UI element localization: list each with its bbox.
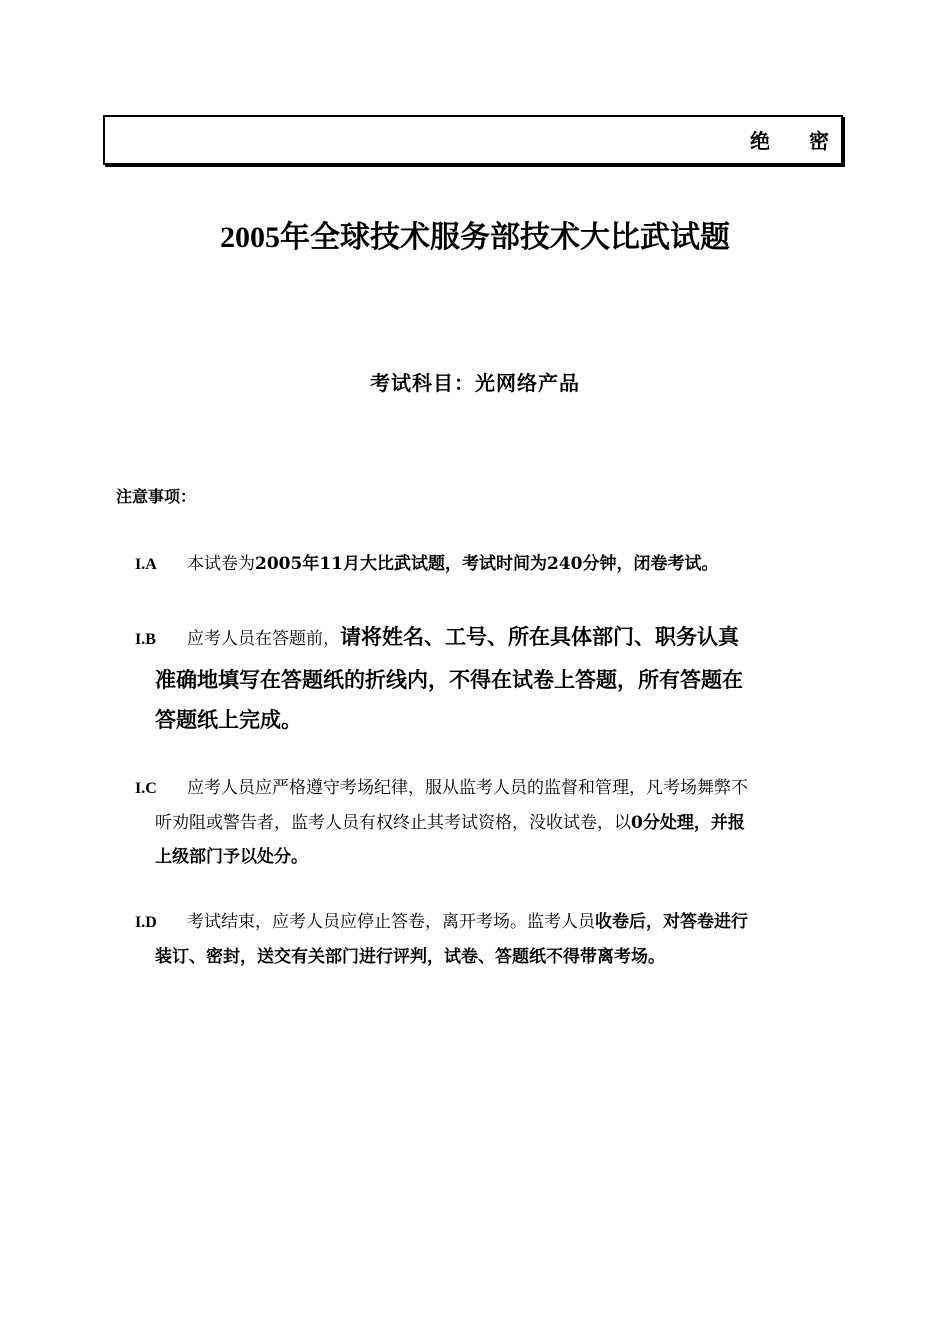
notice-heading: 注意事项： (116, 487, 197, 506)
item-text-line: 应考人员应严格遵守考场纪律，服从监考人员的监督和管理，凡考场舞弊不 (187, 778, 748, 798)
classification-label: 绝 密 (750, 129, 845, 153)
item-text-line: 上级部门予以处分。 (155, 847, 308, 867)
notice-item-c (135, 771, 835, 874)
item-text-line: 答题纸上完成。 (155, 707, 302, 732)
exam-title (0, 218, 950, 258)
exam-title-text: 年全球技术服务部技术大比武试题 (280, 220, 730, 255)
item-tag: I.C (135, 780, 157, 797)
item-text-plain: 考试结束，应考人员应停止答卷，离开考场。监考人员 (187, 912, 595, 932)
item-text-line: 准确地填写在答题纸的折线内，不得在试卷上答题，所有答题在 (155, 667, 743, 692)
exam-subject: 考试科目：光网络产品 (370, 371, 580, 395)
item-text-plain: 听劝阻或警告者，监考人员有权终止其考试资格，没收试卷，以 (155, 813, 631, 833)
item-text-bold: 0分处理，并报 (631, 813, 745, 833)
item-tag: I.B (135, 631, 156, 648)
item-text-plain: 应考人员在答题前， (187, 629, 340, 649)
classification-box (103, 115, 843, 165)
notice-item-d (135, 905, 835, 974)
notice-item-a (135, 547, 835, 582)
item-text-bold: 2005年11月大比武试题，考试时间为240分钟，闭卷考试。 (255, 554, 719, 574)
item-text-bold: 收卷后，对答卷进行 (595, 912, 748, 932)
item-text-plain: 本试卷为 (187, 554, 255, 574)
notice-item-b (135, 617, 835, 740)
item-text-bold: 请将姓名、工号、所在具体部门、职务认真 (340, 624, 739, 649)
item-tag: I.D (135, 914, 157, 931)
item-text-line: 装订、密封，送交有关部门进行评判，试卷、答题纸不得带离考场。 (155, 947, 665, 967)
item-tag: I.A (135, 556, 157, 573)
exam-title-year: 2005 (220, 221, 280, 254)
